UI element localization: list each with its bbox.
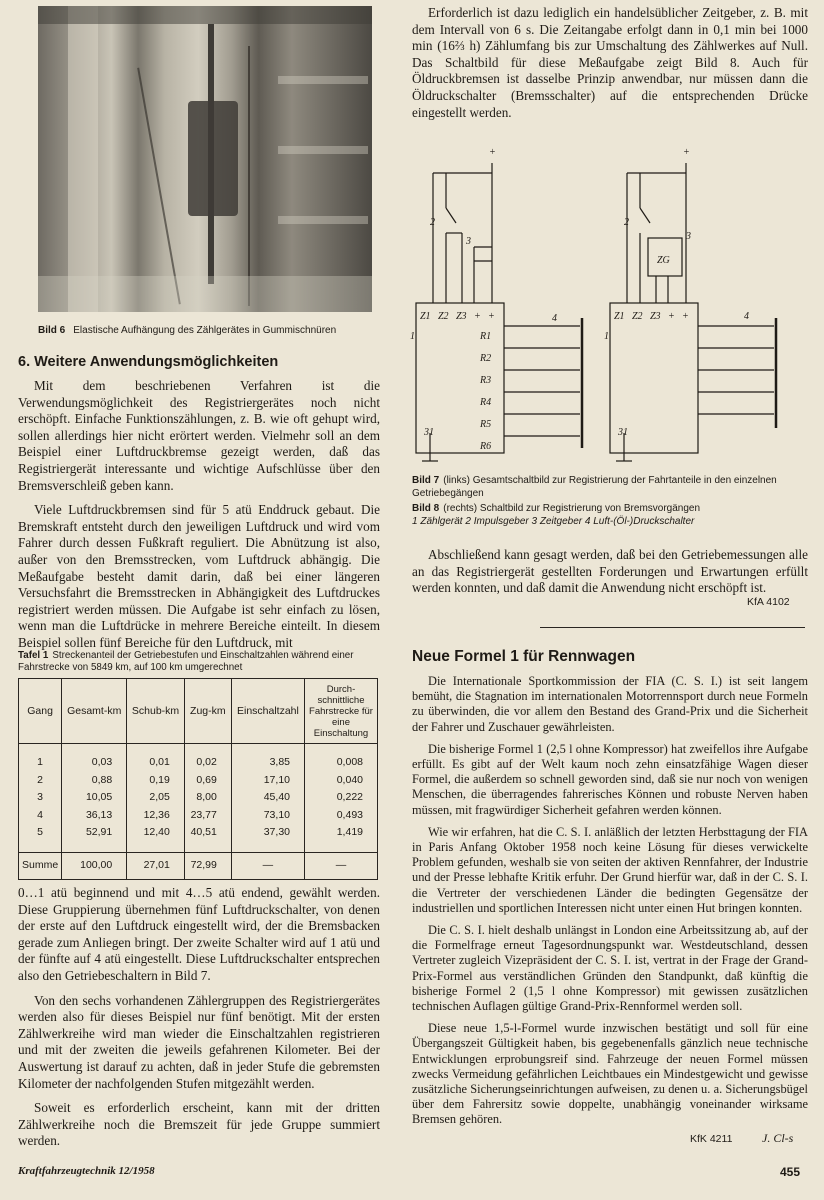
label-plus: + [682, 311, 689, 322]
table-cell: 12,40 [127, 824, 185, 852]
table-cell: 0,222 [305, 789, 378, 807]
figure-6-number: Bild 6 [38, 325, 66, 336]
paragraph: Die C. S. I. hielt deshalb unlängst in London eine Arbeitssitzung ab, auf der die Formelfrage erneut Tagesordnungspunkt war. Westdeutschland, dessen Vertreter zugleich Vizepräsident der C. S. I. ist, vertrat in der Frage der Grand-Prix-Formel aus verständlichen Gründen den Standpunkt, daß künftig die bisherige Formel 2 (1,5 l ohne Kompressor) mit gewissen zusätzlichen technischen Auflagen gültige Grand-Prix-Rennformel werden soll. [412, 923, 808, 1014]
figure-7-number: Bild 7 [412, 475, 440, 486]
label-r5: R5 [480, 419, 492, 430]
circuit-diagrams [412, 143, 808, 473]
left-text-block-1 [18, 378, 380, 652]
right-text-block-2 [412, 547, 808, 597]
figure-6-caption [38, 325, 378, 336]
table-cell: 1 [19, 744, 62, 772]
paragraph: Erforderlich ist dazu lediglich ein handelsüblicher Zeitgeber, z. B. mit dem Intervall von 6 s. Die Zeitangabe erfolgt dann in 0,1 min bei 1000 min (16⅔ h) Zählumfang bis zur Umschaltung des Zählwerkes auf Null. Das Schaltbild für diese Meßaufgabe zeigt Bild 8. Auch für Öldruckbremsen ist dasselbe Prinzip anwendbar, nur müssen dann die Öldruckschalter (Bremsschalter) auf die entsprechenden Drücke eingestellt werden. [412, 5, 808, 120]
table-cell: 0,008 [305, 744, 378, 772]
figure-8-number: Bild 8 [412, 503, 440, 514]
table-cell: 4 [19, 807, 62, 825]
table-cell: — [231, 852, 304, 879]
table-cell: 12,36 [127, 807, 185, 825]
table-cell: 0,19 [127, 772, 185, 790]
article-title: Neue Formel 1 für Rennwagen [412, 648, 636, 665]
table-cell: 36,13 [62, 807, 127, 825]
paragraph: Diese neue 1,5-l-Formel wurde inzwischen bestätigt und soll für eine Übergangszeit Gültigkeit haben, bis gegebenenfalls gänzlich neue technische Entwicklungen erprobungsreif sind. Fahrzeuge der neuen Formel müssen zwecks Vermeidung gefährlichen Leichtbaues ein Mindestgewicht und gewisse zusätzliche Sicherungseinrichtungen aufweisen, zu denen u. a. Sicherungsbügel über dem Fahrersitz sowie doppelte, unabhängig voneinander wirksame Bremsen gehören. [412, 1021, 808, 1127]
table-row [19, 772, 378, 790]
table-cell: 0,01 [127, 744, 185, 772]
label-z1: Z1 [614, 311, 625, 322]
label-z2: Z2 [438, 311, 449, 322]
table-cell: 27,01 [127, 852, 185, 879]
label-3: 3 [686, 231, 691, 242]
figure-6-text: Elastische Aufhängung des Zählgerätes in Gummischnüren [73, 325, 337, 336]
table-cell: 1,419 [305, 824, 378, 852]
label-r3: R3 [480, 375, 492, 386]
table-row [19, 807, 378, 825]
right-text-block-1 [412, 5, 808, 121]
table-cell: 40,51 [184, 824, 231, 852]
author-initials: J. Cl-s [762, 1131, 794, 1145]
column-header: Gesamt-km [62, 679, 127, 744]
paragraph: Wie wir erfahren, hat die C. S. I. anläßlich der letzten Herbsttagung der FIA in Paris Anfang Oktober 1958 noch keine Lösung für dieses verwickelte Problem gefunden, weshalb sie von seiten der aktiven Rennfahrer, der Industrie und der Presse lebhafte Kritik erfuhr. Der Grund hierfür war, daß in der C. S. I. die Vertreter der verschiedenen Länder die bedingten Gegensätze der industriellen und sportlichen Interessen nicht unter einen Hut bringen konnten. [412, 824, 808, 915]
label-plus: + [668, 311, 675, 322]
table-cell: 100,00 [62, 852, 127, 879]
label-2: 2 [430, 217, 435, 228]
article-text [412, 674, 808, 1128]
column-header: Gang [19, 679, 62, 744]
data-table [18, 678, 378, 880]
table-cell: 0,040 [305, 772, 378, 790]
figure-8-text: Schaltbild zur Registrierung von Bremsvorgängen [479, 503, 701, 514]
paragraph: Von den sechs vorhandenen Zählergruppen des Registriergerätes werden also für dieses Beispiel nur fünf benötigt. Mit der ersten Zählwerkreihe wird man wieder die Einschaltzahlen registrieren und mit der zweiten die jeweils gefahrenen Kilometer. Bei der Auswertung ist darauf zu achten, daß in jeder Stufe die gebremsten Kilometer der nachfolgenden Stufen mitgezählt werden. [18, 992, 380, 1091]
table-cell: 37,30 [231, 824, 304, 852]
label-r6: R6 [480, 441, 492, 452]
table-cell: 5 [19, 824, 62, 852]
label-z3: Z3 [650, 311, 661, 322]
table-number: Tafel 1 [18, 650, 49, 661]
figure-7-text: Gesamtschaltbild zur Registrierung der Fahrtanteile in den einzelnen Getriebegängen [412, 475, 777, 499]
page-number: 455 [780, 1165, 801, 1179]
table-cell: 8,00 [184, 789, 231, 807]
label-z2: Z2 [632, 311, 643, 322]
figure-7-caption [412, 475, 802, 500]
table-cell: 2,05 [127, 789, 185, 807]
label-2: 2 [624, 217, 629, 228]
table-cell: 10,05 [62, 789, 127, 807]
table-cell: 73,10 [231, 807, 304, 825]
table-cell: 0,69 [184, 772, 231, 790]
table-row [19, 789, 378, 807]
label-3: 3 [466, 236, 471, 247]
table-cell: 0,88 [62, 772, 127, 790]
label-plus: + [683, 147, 690, 158]
table-sum-row [19, 852, 378, 879]
label-r1: R1 [480, 331, 492, 342]
label-z3: Z3 [456, 311, 467, 322]
table-cell: 2 [19, 772, 62, 790]
label-r4: R4 [480, 397, 492, 408]
label-31: 31 [424, 427, 434, 438]
table-cell: 52,91 [62, 824, 127, 852]
paragraph: 0…1 atü beginnend und mit 4…5 atü endend, gewählt werden. Diese Gruppierung übernehmen fünf Luftdruckschalter, von denen der erste auf den Luftdruck eingestellt wird, der die Bremsbacken gerade zum Anliegen bringt. Der zweite Schalter wird auf 1 atü und der fünfte auf 4 atü eingestellt. Diese Luftdruckschalter entsprechen also den Getriebeschaltern in Bild 7. [18, 885, 380, 983]
column-header: Durch-schnittliche Fahrstrecke für eine Einschaltung [305, 679, 378, 744]
journal-footer: Kraftfahrzeugtechnik 12/1958 [18, 1165, 155, 1177]
table-cell: 3,85 [231, 744, 304, 772]
label-1: 1 [410, 331, 415, 342]
paragraph: Soweit es erforderlich erscheint, kann mit der dritten Zählwerkreihe noch die Bremszeit für jede Gruppe summiert werden. [18, 1100, 380, 1149]
table-cell: 23,77 [184, 807, 231, 825]
figure-8-caption [412, 503, 802, 528]
table-cell: Summe [19, 852, 62, 879]
signature-kfk: KfK 4211 [690, 1133, 733, 1145]
label-z1: Z1 [420, 311, 431, 322]
paragraph: Die Internationale Sportkommission der FIA (C. S. I.) ist seit langem bemüht, die Stagnation im internationalen Motorrennsport durch neue Formeln zu überwinden, die vor allem den Bestand des Grand-Prix und die Sicherheit der Fahrer und Zuschauer gewährleisten. [412, 674, 808, 734]
table-caption-text: Streckenanteil der Getriebestufen und Einschaltzahlen während einer Fahrstrecke von 5849 km, auf 100 km umgerechnet [18, 650, 354, 673]
column-header: Einschaltzahl [231, 679, 304, 744]
table-cell: 0,02 [184, 744, 231, 772]
label-4: 4 [744, 311, 749, 322]
paragraph: Abschließend kann gesagt werden, daß bei den Getriebemessungen alle an das Registriergerät gestellten Forderungen und Erwartungen erfüllt werden konnten, und daß damit die Anwendung nicht erschöpft ist. [412, 547, 808, 596]
column-header: Zug-km [184, 679, 231, 744]
left-text-block-2 [18, 885, 380, 1150]
table-cell: — [305, 852, 378, 879]
section-title: 6. Weitere Anwendungsmöglichkeiten [18, 354, 279, 370]
table-cell: 17,10 [231, 772, 304, 790]
figure-7-position: (links) [443, 475, 470, 486]
table-cell: 0,493 [305, 807, 378, 825]
signature-kfa: KfA 4102 [747, 596, 790, 608]
label-plus: + [488, 311, 495, 322]
figure-8-position: (rechts) [443, 503, 478, 514]
photo-bild-6 [38, 6, 372, 312]
paragraph: Viele Luftdruckbremsen sind für 5 atü Enddruck gebaut. Die Bremskraft entsteht durch den jeweiligen Luftdruck und wird vom Fahrer durch dessen Fußkraft reguliert. Die Abnützung ist also, außer von den Bremsstrecken, vom Luftdruck abhängig. Die Meßaufgabe besteht damit darin, daß bei einer längeren Versuchsfahrt die Bremsstrecken in Abhängigkeit des Luftdruckes registriert werden müssen. Die Aufgabe ist sehr einfach zu lösen, wenn man die Luftdrücke in mehrere Bereiche einteilt. In diesem Beispiel sollen fünf Bereiche für den Luftdruck, mit [18, 502, 380, 650]
table-caption [18, 650, 380, 674]
table-row [19, 824, 378, 852]
table-cell: 45,40 [231, 789, 304, 807]
label-plus: + [474, 311, 481, 322]
label-31: 31 [618, 427, 628, 438]
divider [540, 627, 805, 628]
table-row [19, 744, 378, 772]
label-1: 1 [604, 331, 609, 342]
figure-8-legend: 1 Zählgerät 2 Impulsgeber 3 Zeitgeber 4 Luft-(Öl-)Druckschalter [412, 515, 695, 527]
paragraph: Die bisherige Formel 1 (2,5 l ohne Kompressor) hat zweifellos ihre Aufgabe erfüllt. Es gibt auf der Welt kaum noch zehn einsatzfähige Wagen dieser Formel, die außerdem so schnell geworden sind, daß sie nur noch von wenigen Menschen, die überragendes fahrerisches Können und robuste Nerven haben müssen, mit fragwürdiger Sicherheit gefahren werden können. [412, 741, 808, 817]
column-header: Schub-km [127, 679, 185, 744]
label-plus: + [489, 147, 496, 158]
table-cell: 3 [19, 789, 62, 807]
label-4: 4 [552, 313, 557, 324]
table-cell: 72,99 [184, 852, 231, 879]
label-zg: ZG [657, 255, 670, 266]
paragraph: Mit dem beschriebenen Verfahren ist die Verwendungsmöglichkeit des Registriergerätes noch nicht erschöpft. Einfache Funktionszählungen, z. B. wie oft gehupt wird, sollen allerdings hier nicht erörtert werden. Vielmehr soll an dem Beispiel einer Luftdruckbremse gezeigt werden, daß das Registriergerät interessante und wichtige Aufschlüsse über den Bremsverschleiß geben kann. [18, 378, 380, 493]
label-r2: R2 [480, 353, 492, 364]
table-cell: 0,03 [62, 744, 127, 772]
